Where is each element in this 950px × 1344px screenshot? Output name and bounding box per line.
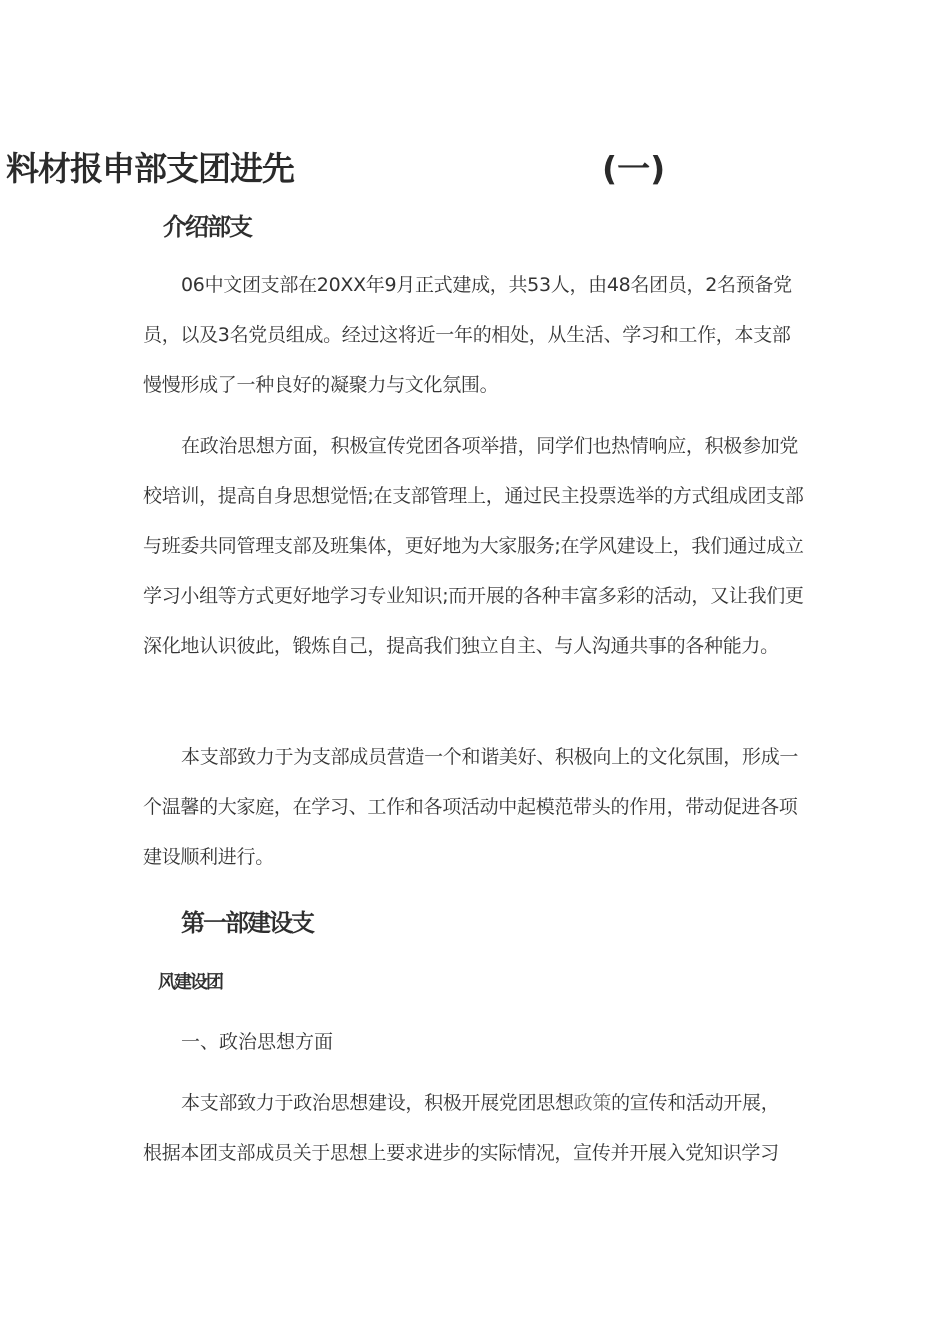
policy-link[interactable]: 政策 — [573, 1092, 612, 1114]
paragraph-study-continuation: 根据本团支部成员关于思想上要求进步的实际情况，宣传并开展入党知识学习 — [143, 1142, 779, 1164]
paragraph-branch-goal: 本支部致力于为支部成员营造一个和谐美好、积极向上的文化氛围，形成一个温馨的大家庭，在学习、工作和各项活动中起模范带头的作用，带动促进各项建设顺利进行。 — [143, 746, 799, 868]
paragraph-branch-activities: 在政治思想方面，积极宣传党团各项举措，同学们也热情响应，积极参加党校培训，提高自身思想觉悟;在支部管理上，通过民主投票选举的方式组成团支部与班委共同管理支部及班集体，更好地为大家服务;在学风建设上，我们通过成立学习小组等方式更好地学习专业知识;而开展的各种丰富多彩的活动，又让我们更深化地认识彼此，锻炼自己，提高我们独立自主、与人沟通共事的各种能力。 — [143, 435, 804, 657]
document-title-number: (一) — [602, 149, 666, 188]
paragraph-political-building — [143, 1078, 805, 1128]
heading-branch-intro: 介绍部支 — [163, 213, 251, 241]
heading-section-1: 第一部建设支 — [181, 909, 313, 937]
paragraph-text: 的宣传和活动开展， — [611, 1092, 780, 1114]
list-item-political-thought: 一、政治思想方面 — [181, 1031, 334, 1053]
paragraph-branch-overview: 06中文团支部在20XX年9月正式建成，共53人，由48名团员，2名预备党员，以及3名党员组成。经过这将近一年的相处，从生活、学习和工作，本支部慢慢形成了一种良好的凝聚力与文化氛围。 — [143, 274, 792, 396]
paragraph-text: 本支部致力于政治思想建设，积极开展党团思想 — [181, 1092, 574, 1114]
document-title: 料材报申部支团进先 — [6, 149, 294, 188]
subheading-style-building: 风建设团 — [158, 972, 222, 993]
